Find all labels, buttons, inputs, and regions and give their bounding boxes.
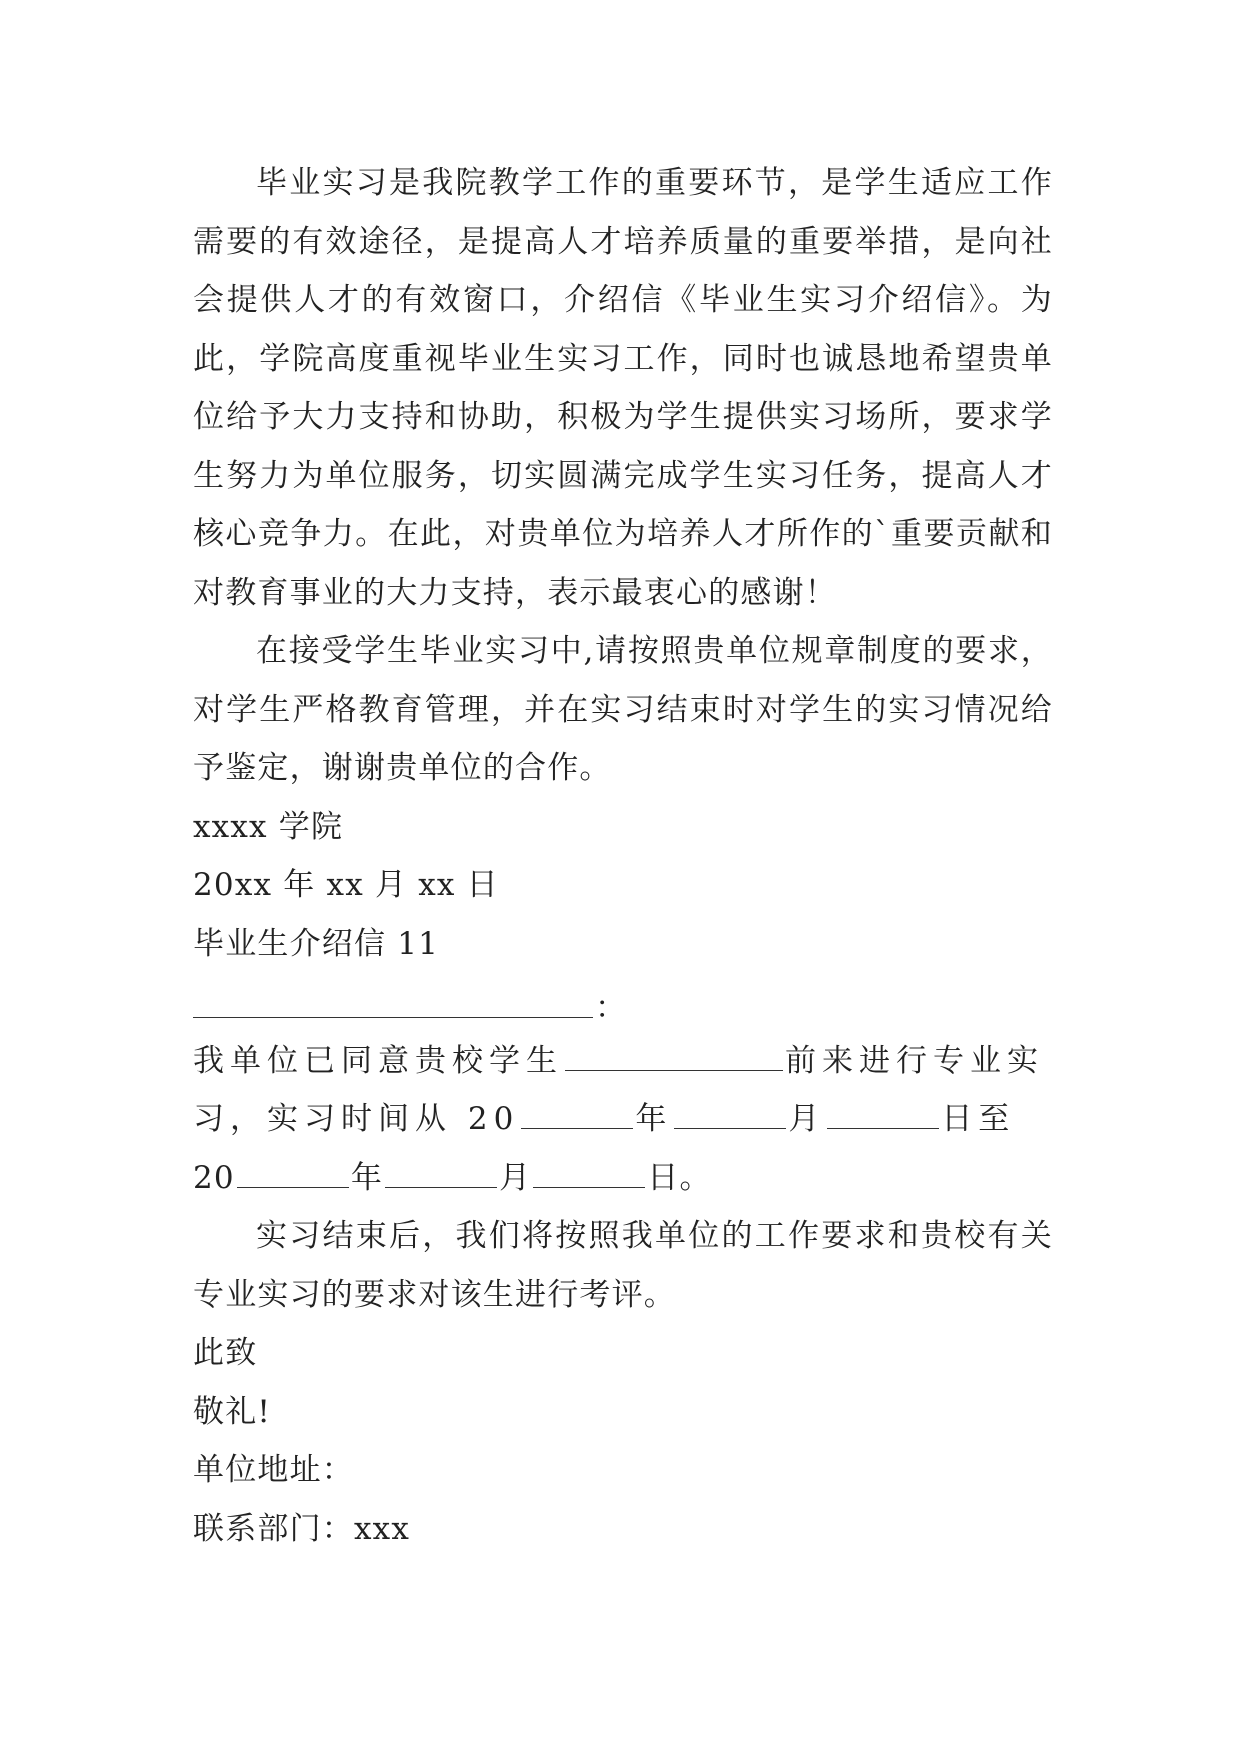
closing-salute: 敬礼!	[193, 1393, 272, 1430]
start-year-label: 年	[635, 1101, 673, 1137]
salutation-colon: ：	[595, 990, 628, 1026]
agreement-text-2a: 前来进行专业实	[785, 1042, 1044, 1079]
salutation-line	[193, 979, 1053, 1038]
end-month-label: 月	[499, 1159, 532, 1196]
intro-paragraph: 毕业实习是我院教学工作的重要环节，是学生适应工作需要的有效途径，是提高人才培养质量的重要举措，是向社会提供人才的有效窗口，介绍信《毕业生实习介绍信》。为此，学院高度重视毕业生实习工作，同时也诚恳地希望贵单位给予大力支持和协助，积极为学生提供实习场所，要求学生努力为单位服务，切实圆满完成学生实习任务，提高人才核心竞争力。在此，对贵单位为培养人才所作的`重要贡献和对教育事业的大力支持，表示最衷心的感谢！	[193, 165, 1053, 611]
end-day-blank[interactable]	[533, 1157, 645, 1188]
contact-dept-value: xxx	[354, 1510, 411, 1547]
evaluation-paragraph: 实习结束后，我们将按照我单位的工作要求和贵校有关专业实习的要求对该生进行考评。	[193, 1218, 1053, 1313]
recipient-blank[interactable]	[193, 987, 593, 1018]
start-month-label: 月	[788, 1101, 826, 1137]
start-day-to-label: 日至	[941, 1101, 1016, 1137]
contact-dept-label: 联系部门：	[193, 1510, 354, 1547]
request-paragraph: 在接受学生毕业实习中,请按照贵单位规章制度的要求，对学生严格教育管理，并在实习结束时对学生的实习情况给予鉴定，谢谢贵单位的合作。	[193, 633, 1053, 786]
document-body	[193, 154, 1053, 1558]
agreement-line-1	[193, 1032, 1053, 1091]
contact-dept-line	[193, 1500, 1053, 1559]
closing-greeting: 此致	[193, 1335, 258, 1371]
end-month-blank[interactable]	[385, 1157, 497, 1188]
agreement-line-2	[193, 1090, 1053, 1149]
signature-date: 20xx 年 xx 月 xx 日	[193, 867, 499, 903]
agreement-text-2b: 习，实习时间从 20	[193, 1101, 520, 1137]
start-month-blank[interactable]	[674, 1098, 786, 1129]
end-year-prefix: 20	[193, 1159, 235, 1196]
end-year-blank[interactable]	[237, 1157, 349, 1188]
end-day-label: 日。	[647, 1159, 712, 1196]
start-year-blank[interactable]	[521, 1098, 633, 1129]
unit-address-label: 单位地址：	[193, 1452, 354, 1488]
agreement-line-3	[193, 1149, 1053, 1208]
signature-school: xxxx 学院	[193, 808, 344, 845]
student-name-blank[interactable]	[565, 1040, 783, 1071]
agreement-text-1: 我单位已同意贵校学生	[193, 1042, 563, 1079]
letter-title: 毕业生介绍信 11	[193, 925, 440, 962]
start-day-blank[interactable]	[827, 1098, 939, 1129]
unit-address-line	[193, 1441, 1053, 1500]
end-year-label: 年	[350, 1159, 384, 1196]
